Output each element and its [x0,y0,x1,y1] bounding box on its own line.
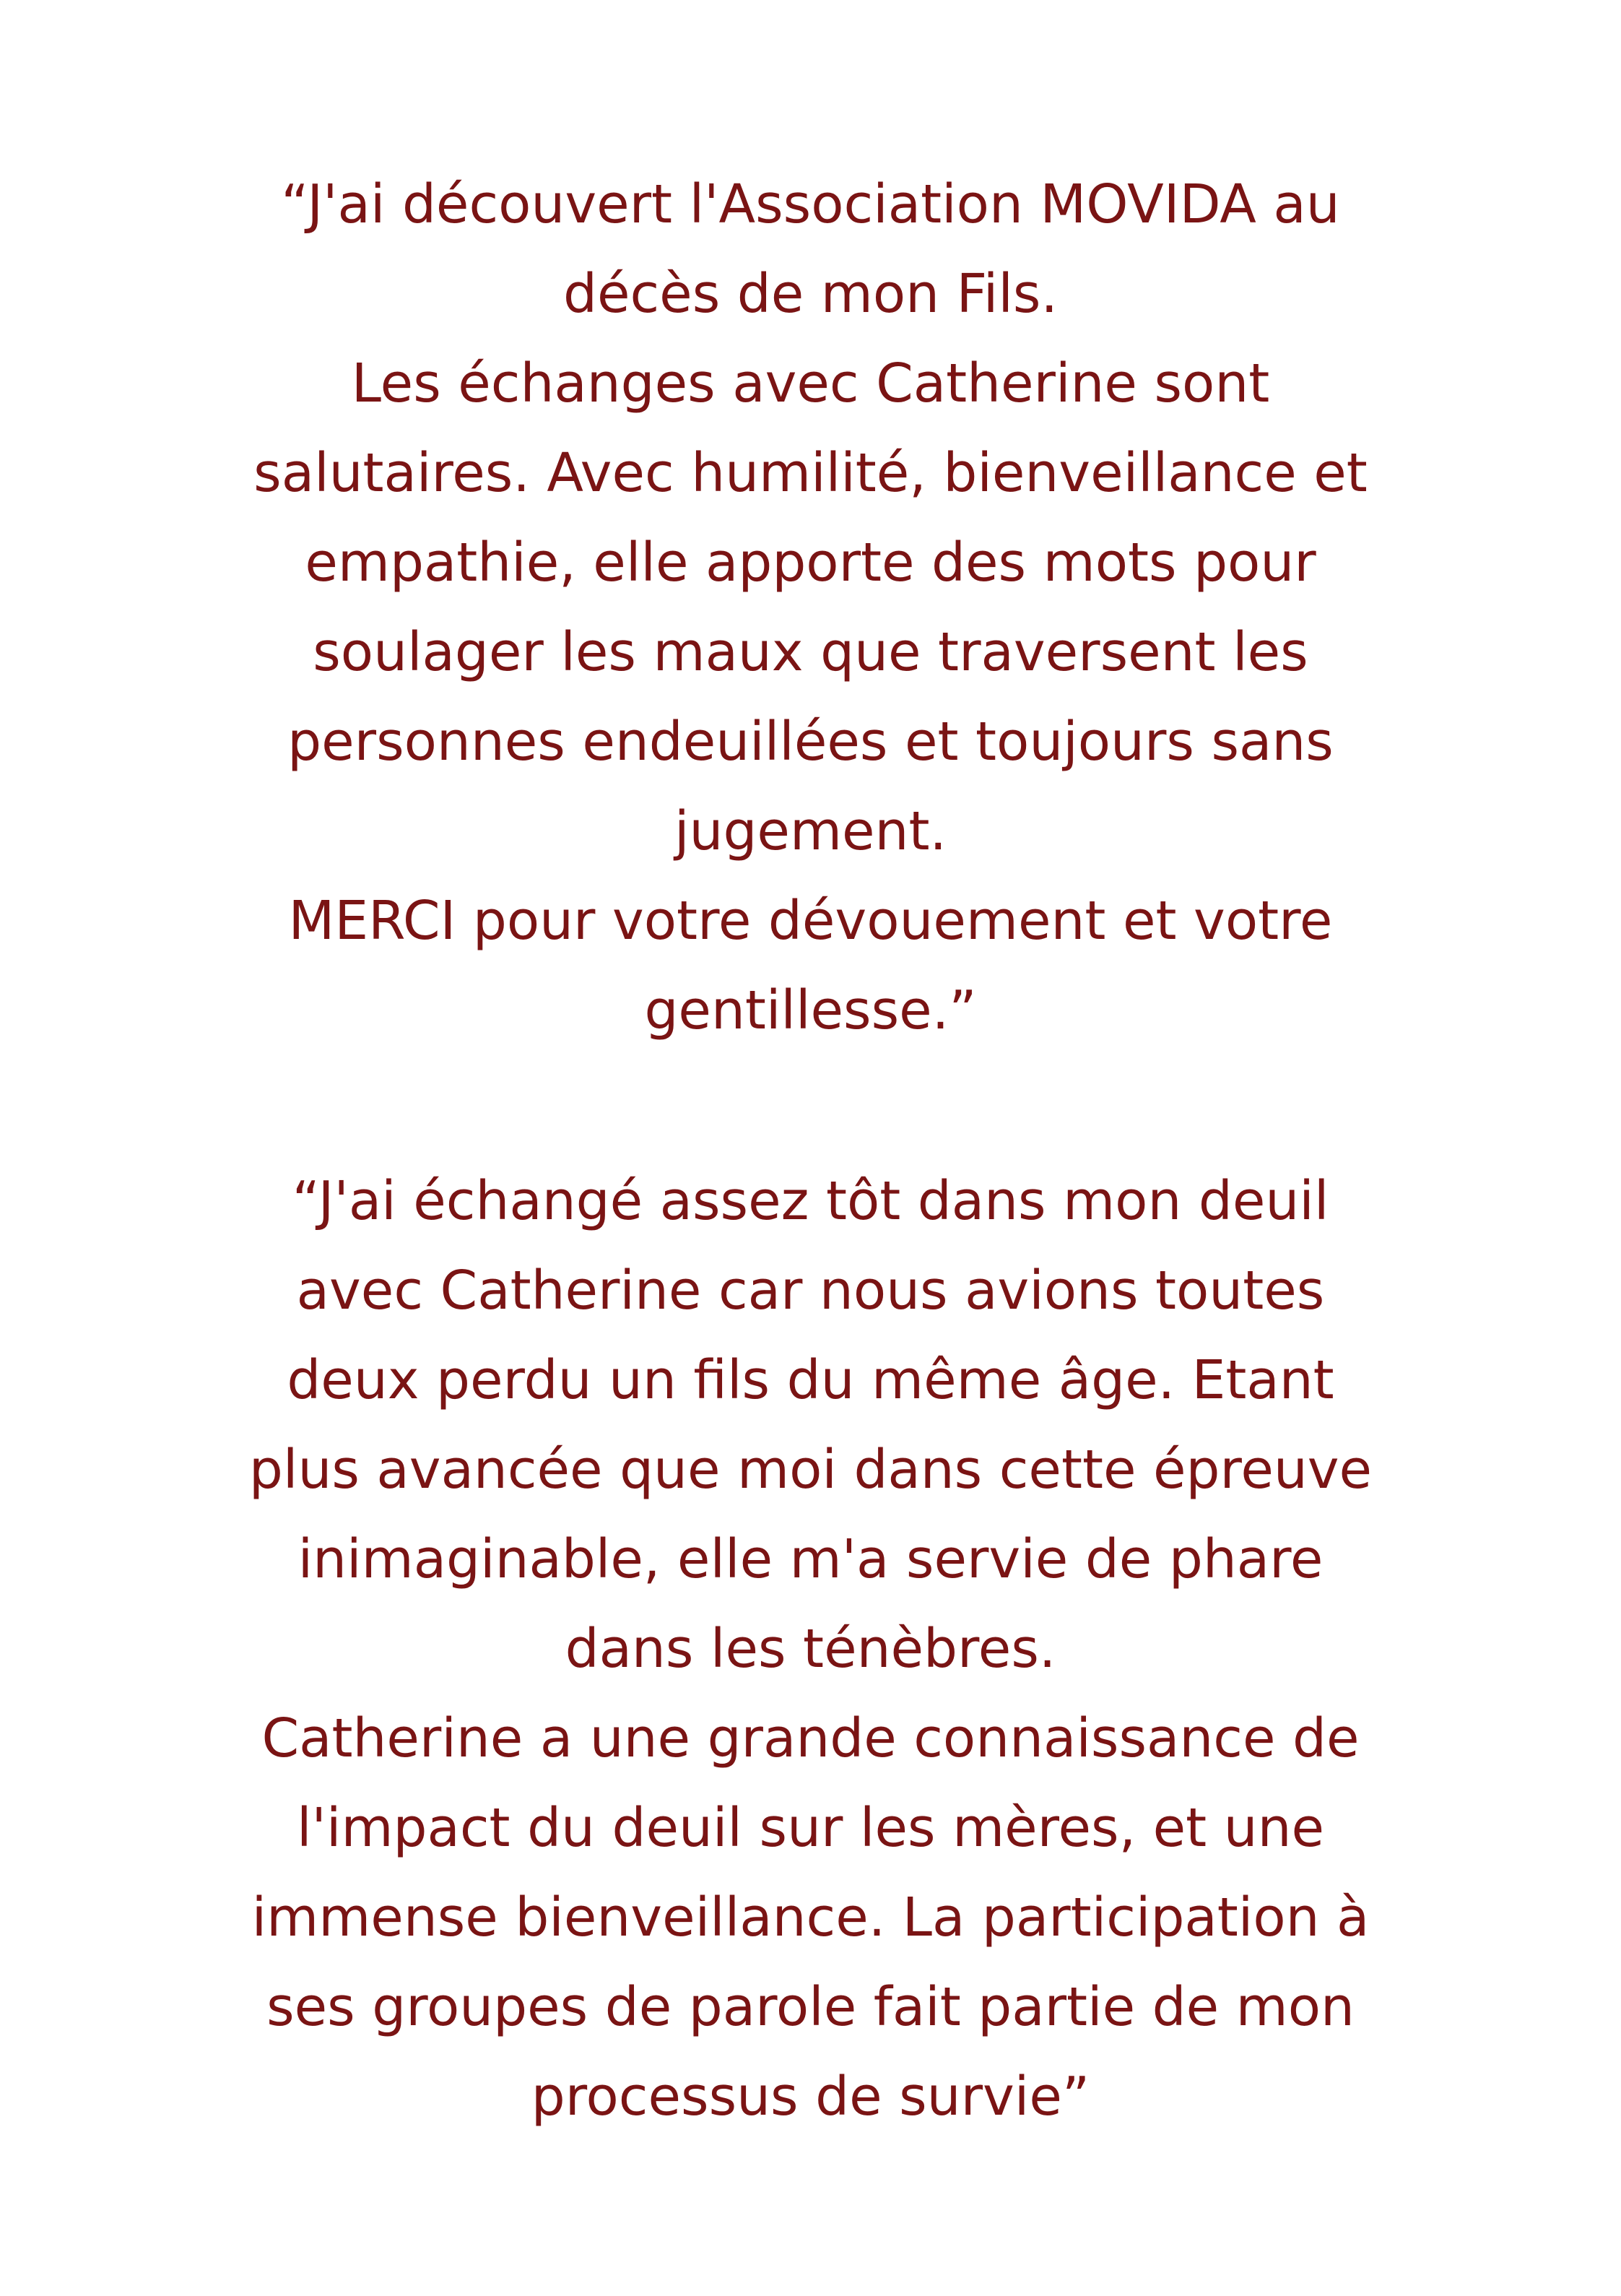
testimonial-quote [116,160,1505,1055]
testimonial-quote [116,1156,1505,2141]
quote-line: gentillesse.” [644,979,977,1041]
quote-line: avec Catherine car nous avions toutes [296,1260,1325,1322]
quote-line: jugement. [674,800,947,862]
quote-line: processus de survie” [531,2066,1090,2128]
quote-line: ses groupes de parole fait partie de mon [266,1976,1355,2038]
quote-line: “J'ai échangé assez tôt dans mon deuil [292,1170,1329,1232]
quote-line: salutaires. Avec humilité, bienveillance et [253,442,1368,504]
quote-line: “J'ai découvert l'Association MOVIDA au [281,173,1340,235]
quote-line: l'impact du deuil sur les mères, et une [296,1797,1325,1859]
quote-line: soulager les maux que traversent les [313,621,1308,683]
quote-line: empathie, elle apporte des mots pour [305,532,1316,594]
quote-line: MERCI pour votre dévouement et votre [288,890,1333,952]
quote-line: Catherine a une grande connaissance de [261,1707,1360,1769]
quote-line: deux perdu un fils du même âge. Etant [287,1349,1334,1411]
quote-line: personnes endeuillées et toujours sans [287,711,1334,773]
quote-line: décès de mon Fils. [563,263,1058,325]
quote-line: inimaginable, elle m'a servie de phare [297,1528,1324,1590]
quote-line: Les échanges avec Catherine sont [351,352,1270,415]
quote-line: plus avancée que moi dans cette épreuve [248,1439,1373,1501]
quote-line: dans les ténèbres. [565,1618,1056,1680]
quote-line: immense bienveillance. La participation à [251,1886,1370,1949]
